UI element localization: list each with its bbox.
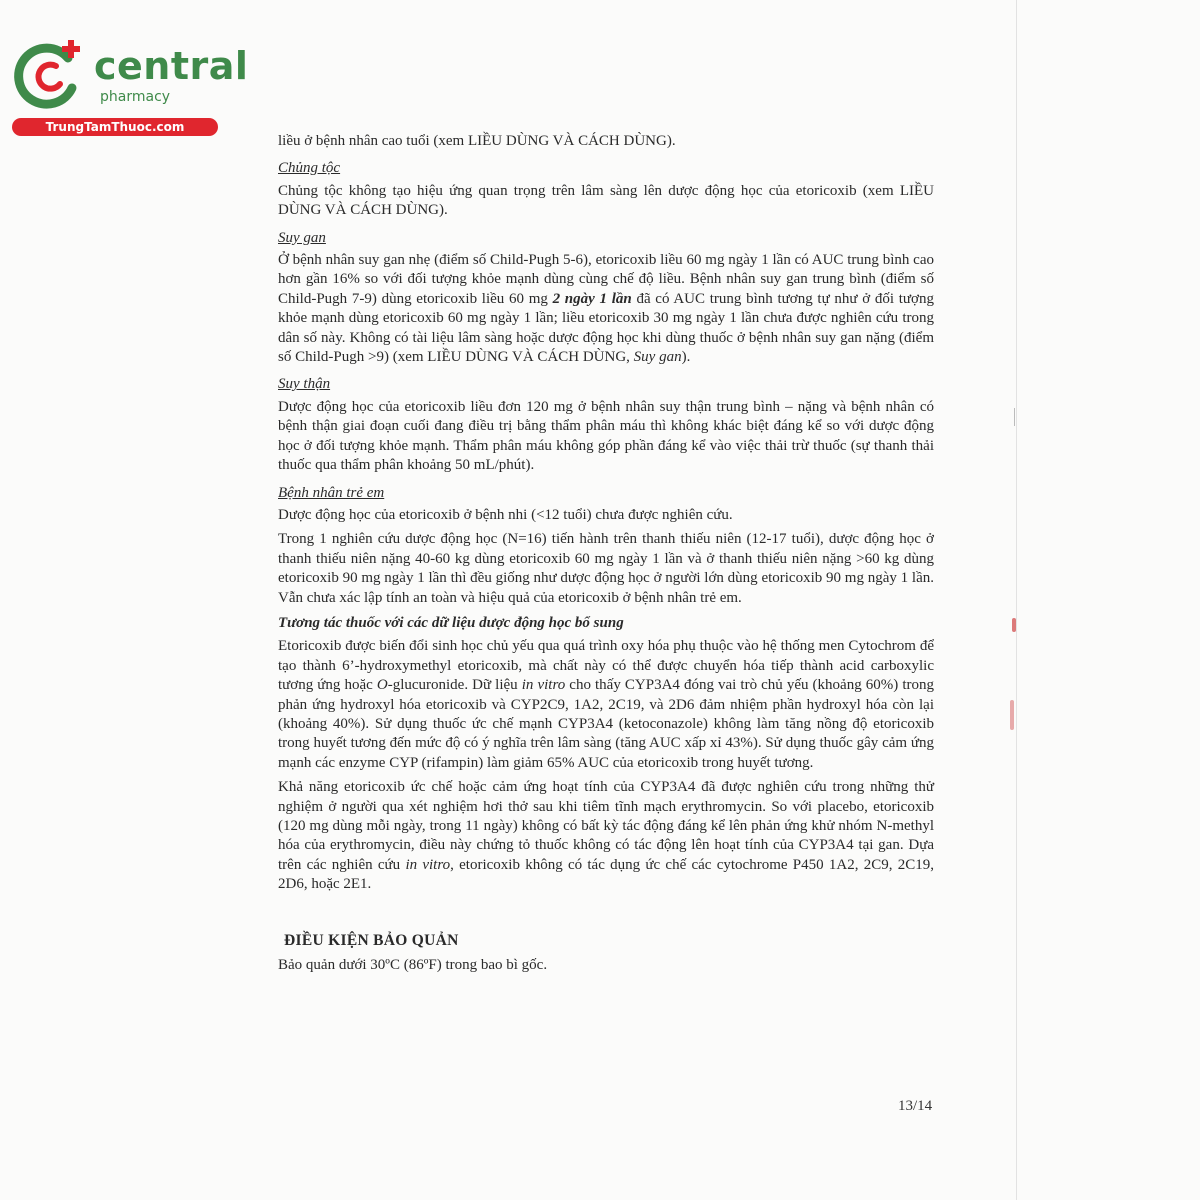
page-edge-divider: [1016, 0, 1017, 1200]
central-pharmacy-logo[interactable]: [10, 36, 249, 136]
interaction-text-2b: in vitro: [405, 856, 451, 873]
interaction-heading: Tương tác thuốc với các dữ liệu dược động học bổ sung: [278, 614, 624, 631]
scan-mark-decoration: [1010, 700, 1014, 730]
renal-heading: Suy thận: [278, 376, 331, 393]
storage-heading: ĐIỀU KIỆN BẢO QUẢN: [284, 931, 459, 949]
hepatic-text-a: Ở bệnh nhân suy gan nhẹ (điểm số Child-Pugh 5-6), etoricoxib liều 60 mg ngày 1 lần có AUC trung bình cao hơn gần 16% so với đối tượng khỏe mạnh dùng cùng chế độ liều. Bệnh nhân suy gan trung bình (điểm số Child-Pugh 7-9) dùng etoricoxib liều 60 mg: [278, 252, 934, 307]
logo-brand-name: central: [94, 44, 249, 88]
race-heading: Chủng tộc: [278, 160, 341, 177]
scan-mark-decoration: [1012, 618, 1016, 632]
pediatric-paragraph-1: Dược động học của etoricoxib ở bệnh nhi (<12 tuổi) chưa được nghiên cứu.: [278, 506, 733, 523]
hepatic-heading: Suy gan: [278, 229, 326, 246]
page-number: 13/14: [898, 1098, 933, 1114]
logo-website[interactable]: TrungTamThuoc.com: [12, 118, 218, 136]
pediatric-heading: Bệnh nhân trẻ em: [278, 484, 385, 501]
interaction-text-1b: O: [376, 677, 388, 694]
intro-paragraph: liều ở bệnh nhân cao tuổi (xem LIỀU DÙNG VÀ CÁCH DÙNG).: [278, 133, 676, 149]
interaction-text-2a: Khả năng etoricoxib ức chế hoặc cảm ứng hoạt tính của CYP3A4 đã được nghiên cứu trong những thử nghiệm ở người qua xét nghiệm hơi thở sau khi tiêm tĩnh mạch erythromycin. So với placebo, etoricoxib (120 mg dùng mỗi ngày, trong 11 ngày) không có bất kỳ tác động đáng kể lên phản ứng khử nhóm N-methyl hóa của erythromycin, điều này chứng tỏ thuốc không có tác động lên hoạt tính của CYP3A4 tại gan. Dựa trên các nghiên cứu: [278, 779, 934, 873]
hepatic-dosing-emphasis: 2 ngày 1 lần: [552, 290, 632, 307]
hepatic-text-e: ).: [681, 349, 691, 366]
hepatic-reference: Suy gan: [633, 349, 682, 366]
pharmacy-cross-logo-icon: [10, 36, 90, 116]
interaction-text-1a: Etoricoxib được biến đổi sinh học chủ yếu qua quá trình oxy hóa phụ thuộc vào hệ thống men Cytochrom để tạo thành 6’-hydroxymethyl etoricoxib, mà chất này có thể được chuyển hóa tiếp thành acid carboxylic tương ứng hoặc: [278, 638, 934, 694]
interaction-text-1e: cho thấy CYP3A4 đóng vai trò chủ yếu (khoảng 60%) trong phản ứng hydroxyl hóa etoricoxib và CYP2C9, 1A2, 2C19, và 2D6 đảm nhiệm phần hydroxyl hóa còn lại (khoảng 40%). Sử dụng thuốc ức chế mạnh CYP3A4 (ketoconazole) không làm tăng nồng độ etoricoxib trong huyết tương đến mức độ có ý nghĩa trên lâm sàng (tăng AUC xấp xỉ 43%). Sử dụng thuốc gây cảm ứng mạnh các enzyme CYP (rifampin) làm giảm 65% AUC của etoricoxib trong huyết tương.: [278, 677, 934, 771]
document-page: [278, 132, 934, 980]
interaction-text-1d: in vitro: [521, 677, 566, 694]
pediatric-paragraph-2: Trong 1 nghiên cứu dược động học (N=16) tiến hành trên thanh thiếu niên (12-17 tuổi), dược động học ở thanh thiếu niên nặng 40-60 kg dùng etoricoxib 60 mg ngày 1 lần và ở thanh thiếu niên nặng >60 kg dùng etoricoxib 90 mg ngày 1 lần thì đều giống như dược động học ở người lớn dùng etoricoxib 90 mg ngày 1 lần. Vẫn chưa xác lập tính an toàn và hiệu quả của etoricoxib ở bệnh nhân trẻ em.: [278, 531, 934, 606]
interaction-paragraph-2: [278, 778, 934, 894]
storage-paragraph: Bảo quản dưới 30ºC (86ºF) trong bao bì gốc.: [278, 957, 548, 974]
interaction-paragraph-1: [278, 637, 934, 773]
logo-tagline: pharmacy: [100, 89, 171, 105]
interaction-text-1c: -glucuronide. Dữ liệu: [387, 677, 522, 694]
interaction-text-2c: , etoricoxib không có tác dụng ức chế các cytochrome P450 1A2, 2C9, 2C19, 2D6, hoặc 2E1.: [278, 856, 934, 893]
renal-paragraph: Dược động học của etoricoxib liều đơn 120 mg ở bệnh nhân suy thận trung bình – nặng và bệnh nhân có bệnh thận giai đoạn cuối đang điều trị bằng thẩm phân máu thì không khác biệt đáng kể so với dược động học ở đối tượng khỏe mạnh. Thẩm phân máu không góp phần đáng kể vào việc thải trừ thuốc (sự thanh thải thuốc qua thẩm phân khoảng 50 mL/phút).: [278, 398, 934, 474]
scan-mark-decoration: [1014, 408, 1015, 426]
hepatic-text-c: đã có AUC trung bình tương tự như ở đối tượng khỏe mạnh dùng etoricoxib 60 mg ngày 1 lần; liều etoricoxib 30 mg ngày 1 lần chưa được nghiên cứu trong dân số này. Không có tài liệu lâm sàng hoặc dược động học khi dùng thuốc ở bệnh nhân suy gan nặng (điểm số Child-Pugh >9) (xem LIỀU DÙNG VÀ CÁCH DÙNG,: [278, 290, 934, 366]
race-paragraph: Chủng tộc không tạo hiệu ứng quan trọng trên lâm sàng lên dược động học của etoricoxib (xem LIỀU DÙNG VÀ CÁCH DÙNG).: [278, 182, 934, 219]
hepatic-paragraph: [278, 251, 934, 367]
